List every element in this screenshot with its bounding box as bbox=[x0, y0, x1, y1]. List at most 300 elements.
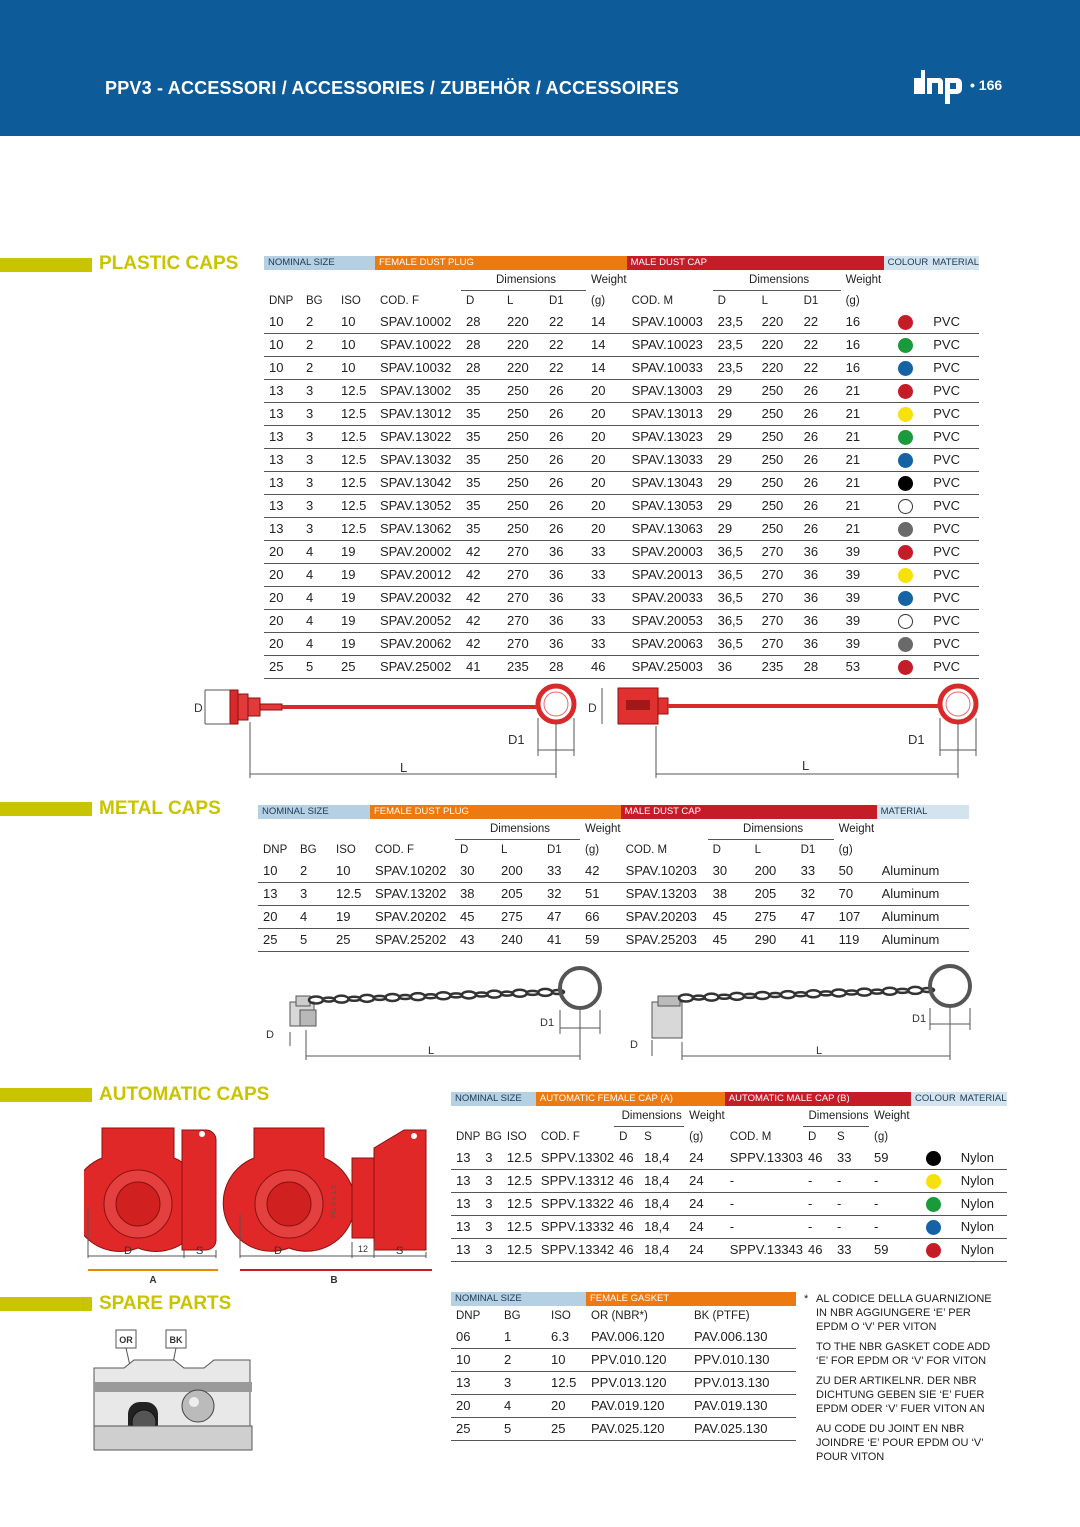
table-cell: 220 bbox=[502, 357, 544, 380]
group-automatic-male-cap: AUTOMATIC MALE CAP (B) bbox=[725, 1092, 911, 1106]
column-header: COD. F bbox=[380, 294, 419, 307]
table-cell: - bbox=[725, 1193, 803, 1216]
table-cell: 46 bbox=[614, 1170, 639, 1193]
table-cell: 12.5 bbox=[331, 883, 370, 906]
table-row bbox=[264, 380, 979, 403]
table-cell: 20 bbox=[586, 495, 627, 518]
weight-header: Weight bbox=[689, 1110, 725, 1123]
label-s: S bbox=[396, 1245, 404, 1257]
table-cell: 26 bbox=[544, 472, 586, 495]
table-cell: SPAV.10033 bbox=[627, 357, 713, 380]
column-header: ISO bbox=[551, 1310, 571, 1322]
table-cell: 250 bbox=[757, 518, 799, 541]
colour-swatch-cell bbox=[884, 426, 929, 449]
table-cell: 5 bbox=[295, 929, 331, 952]
table-cell: PVC bbox=[928, 357, 979, 380]
automatic-caps-drawing bbox=[84, 1118, 440, 1288]
table-cell: 70 bbox=[834, 883, 877, 906]
table-cell: 3 bbox=[301, 518, 336, 541]
table-cell: 22 bbox=[544, 334, 586, 357]
table-cell: 12.5 bbox=[336, 449, 375, 472]
colour-swatch-cell bbox=[884, 518, 929, 541]
table-cell: SPAV.13013 bbox=[627, 403, 713, 426]
column-header: (g) bbox=[591, 294, 606, 307]
table-cell: PVC bbox=[928, 334, 979, 357]
table-cell: 42 bbox=[461, 633, 502, 656]
group-automatic-female-cap: AUTOMATIC FEMALE CAP (A) bbox=[536, 1092, 725, 1106]
table-cell: 28 bbox=[461, 311, 502, 334]
section-title-metal: METAL CAPS bbox=[99, 798, 221, 819]
table-cell: PVC bbox=[928, 564, 979, 587]
table-cell: 235 bbox=[502, 656, 544, 679]
table-cell: 3 bbox=[480, 1216, 502, 1239]
label-d1: D1 bbox=[508, 732, 525, 747]
table-row bbox=[264, 541, 979, 564]
group-nominal-size: NOMINAL SIZE bbox=[451, 1292, 586, 1306]
table-cell: SPAV.13022 bbox=[375, 426, 461, 449]
page-number: • 166 bbox=[970, 77, 1003, 93]
table-row bbox=[264, 656, 979, 679]
colour-swatch bbox=[898, 476, 913, 491]
table-cell: 5 bbox=[301, 656, 336, 679]
table-cell: 270 bbox=[757, 587, 799, 610]
column-headers bbox=[264, 291, 979, 312]
table-cell: 25 bbox=[336, 656, 375, 679]
table-cell: - bbox=[832, 1170, 869, 1193]
colour-swatch-cell bbox=[884, 334, 929, 357]
column-header: DNP bbox=[456, 1310, 481, 1322]
table-cell: 12.5 bbox=[336, 403, 375, 426]
table-row bbox=[264, 449, 979, 472]
table-cell: 39 bbox=[841, 564, 884, 587]
table-row bbox=[451, 1372, 796, 1395]
table-row bbox=[451, 1170, 1007, 1193]
table-cell: 13 bbox=[264, 449, 301, 472]
table-cell: 30 bbox=[708, 860, 750, 883]
table-cell: 26 bbox=[799, 426, 841, 449]
table-cell: 46 bbox=[614, 1193, 639, 1216]
table-cell: 270 bbox=[757, 610, 799, 633]
table-cell: 12.5 bbox=[336, 472, 375, 495]
colour-swatch bbox=[898, 430, 913, 445]
table-cell: SPAV.20052 bbox=[375, 610, 461, 633]
column-header: L bbox=[507, 295, 514, 307]
label-d1: D1 bbox=[912, 1013, 927, 1025]
table-cell: 250 bbox=[502, 380, 544, 403]
weight-header: Weight bbox=[591, 274, 627, 287]
group-material: MATERIAL bbox=[928, 256, 979, 270]
table-cell: Nylon bbox=[956, 1239, 1007, 1262]
table-cell: - bbox=[803, 1170, 832, 1193]
table-cell: 42 bbox=[461, 541, 502, 564]
table-cell: SPAV.13012 bbox=[375, 403, 461, 426]
colour-swatch-cell bbox=[884, 380, 929, 403]
table-cell: 26 bbox=[544, 380, 586, 403]
table-cell: SPAV.13032 bbox=[375, 449, 461, 472]
table-row bbox=[451, 1349, 796, 1372]
table-cell: 250 bbox=[502, 449, 544, 472]
table-cell: 12.5 bbox=[502, 1239, 536, 1262]
table-cell: 2 bbox=[499, 1349, 546, 1372]
table-row bbox=[258, 883, 969, 906]
table-cell: 20 bbox=[264, 541, 301, 564]
table-cell: 26 bbox=[799, 518, 841, 541]
table-cell: 5 bbox=[499, 1418, 546, 1441]
group-male-dust-cap: MALE DUST CAP bbox=[621, 805, 877, 819]
table-cell: 33 bbox=[586, 610, 627, 633]
table-cell: 26 bbox=[544, 495, 586, 518]
table-cell: 42 bbox=[461, 564, 502, 587]
table-cell: 12.5 bbox=[502, 1193, 536, 1216]
table-cell: 26 bbox=[544, 426, 586, 449]
column-header: BG bbox=[306, 294, 323, 307]
table-cell: PVC bbox=[928, 633, 979, 656]
table-cell: 20 bbox=[586, 449, 627, 472]
table-cell: SPAV.20032 bbox=[375, 587, 461, 610]
table-cell: 53 bbox=[841, 656, 884, 679]
table-cell: 10 bbox=[336, 334, 375, 357]
table-cell: 19 bbox=[336, 633, 375, 656]
table-cell: 270 bbox=[502, 610, 544, 633]
table-cell: PAV.006.120 bbox=[586, 1326, 689, 1349]
column-header: DNP bbox=[263, 843, 288, 856]
table-cell: 23,5 bbox=[713, 311, 757, 334]
table-cell: 250 bbox=[502, 472, 544, 495]
label-b: B bbox=[330, 1275, 338, 1286]
table-cell: 4 bbox=[301, 610, 336, 633]
table-cell: 18,4 bbox=[639, 1193, 684, 1216]
column-header: (g) bbox=[838, 843, 853, 856]
table-cell: 26 bbox=[799, 495, 841, 518]
dnp-logo bbox=[912, 66, 966, 106]
colour-swatch-cell bbox=[911, 1170, 956, 1193]
table-row bbox=[264, 334, 979, 357]
colour-swatch bbox=[898, 315, 913, 330]
table-cell: - bbox=[832, 1216, 869, 1239]
table-cell: SPAV.20002 bbox=[375, 541, 461, 564]
table-cell: 36,5 bbox=[713, 610, 757, 633]
table-cell: SPAV.20062 bbox=[375, 633, 461, 656]
table-row bbox=[258, 906, 969, 929]
table-cell: 59 bbox=[580, 929, 621, 952]
section-title-plastic: PLASTIC CAPS bbox=[99, 253, 239, 274]
table-row bbox=[451, 1216, 1007, 1239]
table-cell: 107 bbox=[834, 906, 877, 929]
table-cell: 22 bbox=[544, 357, 586, 380]
table-cell: 43 bbox=[455, 929, 496, 952]
table-cell: 35 bbox=[461, 380, 502, 403]
group-nominal-size: NOMINAL SIZE bbox=[451, 1092, 536, 1106]
table-cell: PAV.025.130 bbox=[689, 1418, 796, 1441]
colour-swatch-cell bbox=[911, 1147, 956, 1170]
table-cell: 46 bbox=[586, 656, 627, 679]
table-cell: 10 bbox=[264, 311, 301, 334]
colour-swatch bbox=[898, 591, 913, 606]
table-cell: 33 bbox=[832, 1239, 869, 1262]
table-cell: 4 bbox=[301, 541, 336, 564]
table-cell: 2 bbox=[301, 357, 336, 380]
table-cell: SPAV.20013 bbox=[627, 564, 713, 587]
dimensions-header: Dimensions bbox=[614, 1106, 684, 1127]
table-cell: 51 bbox=[580, 883, 621, 906]
table-cell: SPAV.10003 bbox=[627, 311, 713, 334]
table-cell: 3 bbox=[301, 426, 336, 449]
table-cell: 19 bbox=[336, 541, 375, 564]
table-cell: SPAV.20003 bbox=[627, 541, 713, 564]
table-cell: 13 bbox=[451, 1239, 480, 1262]
table-cell: 14 bbox=[586, 357, 627, 380]
table-cell: 35 bbox=[461, 518, 502, 541]
table-cell: 35 bbox=[461, 426, 502, 449]
table-cell: 200 bbox=[496, 860, 542, 883]
table-cell: 42 bbox=[461, 587, 502, 610]
table-cell: 36 bbox=[799, 541, 841, 564]
colour-swatch bbox=[926, 1174, 941, 1189]
table-cell: 36,5 bbox=[713, 633, 757, 656]
table-cell: 25 bbox=[331, 929, 370, 952]
colour-swatch bbox=[926, 1220, 941, 1235]
table-cell: SPAV.25202 bbox=[370, 929, 455, 952]
table-cell: 39 bbox=[841, 633, 884, 656]
table-cell: 3 bbox=[301, 403, 336, 426]
table-cell: 275 bbox=[750, 906, 796, 929]
table-cell: SPAV.20033 bbox=[627, 587, 713, 610]
table-cell: 38 bbox=[455, 883, 496, 906]
table-cell: 25 bbox=[264, 656, 301, 679]
label-s: S bbox=[196, 1245, 204, 1257]
table-cell: 270 bbox=[502, 541, 544, 564]
dimensions-header: Dimensions bbox=[713, 270, 841, 291]
table-cell: 46 bbox=[803, 1239, 832, 1262]
table-cell: 3 bbox=[301, 495, 336, 518]
dimensions-header: Dimensions bbox=[461, 270, 586, 291]
table-cell: 24 bbox=[684, 1239, 725, 1262]
table-cell: 26 bbox=[544, 518, 586, 541]
table-cell: 12.5 bbox=[336, 426, 375, 449]
table-cell: PVC bbox=[928, 449, 979, 472]
column-header: D bbox=[460, 844, 469, 856]
table-cell: 240 bbox=[496, 929, 542, 952]
table-cell: 13 bbox=[451, 1147, 480, 1170]
column-header: ISO bbox=[336, 843, 356, 856]
column-header: D bbox=[717, 295, 726, 307]
table-cell: 32 bbox=[796, 883, 834, 906]
table-cell: 47 bbox=[542, 906, 580, 929]
column-header: COD. M bbox=[729, 1130, 772, 1143]
table-cell: 3 bbox=[295, 883, 331, 906]
table-cell: 3 bbox=[480, 1170, 502, 1193]
table-cell: SPAV.13003 bbox=[627, 380, 713, 403]
table-cell: 30 bbox=[455, 860, 496, 883]
table-cell: 36 bbox=[799, 610, 841, 633]
table-cell: 3 bbox=[480, 1147, 502, 1170]
table-cell: 35 bbox=[461, 495, 502, 518]
table-cell: 13 bbox=[451, 1372, 499, 1395]
colour-swatch-cell bbox=[884, 541, 929, 564]
table-cell: 3 bbox=[301, 449, 336, 472]
table-row bbox=[264, 403, 979, 426]
column-header: BG bbox=[485, 1130, 502, 1143]
table-cell: PPV.010.120 bbox=[586, 1349, 689, 1372]
table-cell: 38 bbox=[708, 883, 750, 906]
table-cell: 20 bbox=[264, 610, 301, 633]
table-cell: 47 bbox=[796, 906, 834, 929]
weight-header: Weight bbox=[585, 823, 621, 836]
table-cell: SPAV.10203 bbox=[621, 860, 708, 883]
table-cell: 20 bbox=[264, 564, 301, 587]
colour-swatch bbox=[898, 568, 913, 583]
table-cell: SPAV.25203 bbox=[621, 929, 708, 952]
dimensions-header: Dimensions bbox=[803, 1106, 869, 1127]
table-cell: SPAV.13043 bbox=[627, 472, 713, 495]
table-cell: 26 bbox=[799, 472, 841, 495]
colour-swatch-cell bbox=[884, 472, 929, 495]
label-d: D bbox=[588, 701, 597, 715]
table-cell: 220 bbox=[757, 357, 799, 380]
colour-swatch-cell bbox=[884, 610, 929, 633]
table-cell: 36 bbox=[544, 633, 586, 656]
table-cell: 13 bbox=[264, 495, 301, 518]
table-cell: 41 bbox=[542, 929, 580, 952]
column-header: L bbox=[754, 844, 761, 856]
table-cell: 45 bbox=[455, 906, 496, 929]
table-cell: 41 bbox=[796, 929, 834, 952]
table-cell: 18,4 bbox=[639, 1216, 684, 1239]
table-cell: 270 bbox=[502, 633, 544, 656]
table-cell: SPPV.13332 bbox=[536, 1216, 614, 1239]
table-cell: Nylon bbox=[956, 1216, 1007, 1239]
automatic-female-cap-drawing bbox=[84, 1128, 216, 1258]
table-cell: 3 bbox=[499, 1372, 546, 1395]
note-asterisk: * bbox=[804, 1293, 809, 1305]
female-metal-cap-drawing bbox=[290, 968, 600, 1060]
table-cell: 12.5 bbox=[546, 1372, 586, 1395]
table-cell: 10 bbox=[258, 860, 295, 883]
table-cell: 20 bbox=[586, 403, 627, 426]
table-cell: 20 bbox=[546, 1395, 586, 1418]
spare-parts-drawing bbox=[90, 1326, 256, 1454]
table-cell: 2 bbox=[295, 860, 331, 883]
group-nominal-size: NOMINAL SIZE bbox=[258, 805, 370, 819]
table-cell: 20 bbox=[586, 472, 627, 495]
colour-swatch bbox=[926, 1197, 941, 1212]
table-cell: 24 bbox=[684, 1170, 725, 1193]
table-cell: 13 bbox=[258, 883, 295, 906]
table-cell: 29 bbox=[713, 380, 757, 403]
table-cell: Nylon bbox=[956, 1170, 1007, 1193]
table-cell: 45 bbox=[708, 929, 750, 952]
table-cell: 4 bbox=[295, 906, 331, 929]
table-cell: 26 bbox=[799, 449, 841, 472]
table-cell: 29 bbox=[713, 403, 757, 426]
table-cell: 36 bbox=[544, 564, 586, 587]
label-thread: PG 9 x 1,5 bbox=[331, 1184, 338, 1218]
table-cell: 59 bbox=[869, 1147, 911, 1170]
table-cell: 13 bbox=[264, 403, 301, 426]
table-row bbox=[264, 495, 979, 518]
note-italian: AL CODICE DELLA GUARNIZIONE IN NBR AGGIUNGERE ‘E’ PER EPDM O ‘V’ PER VITON bbox=[816, 1293, 992, 1333]
table-cell: 3 bbox=[301, 472, 336, 495]
table-cell: - bbox=[803, 1193, 832, 1216]
colour-swatch bbox=[926, 1151, 941, 1166]
weight-header: Weight bbox=[838, 823, 875, 836]
section-title-spare: SPARE PARTS bbox=[99, 1293, 232, 1314]
table-cell: 41 bbox=[461, 656, 502, 679]
label-d: D bbox=[124, 1245, 132, 1257]
column-header: ISO bbox=[341, 294, 361, 307]
table-cell: 42 bbox=[461, 610, 502, 633]
table-cell: 28 bbox=[461, 357, 502, 380]
table-cell: 29 bbox=[713, 495, 757, 518]
table-cell: 16 bbox=[841, 311, 884, 334]
column-header: COD. F bbox=[375, 843, 414, 856]
table-cell: 14 bbox=[586, 334, 627, 357]
table-cell: 22 bbox=[799, 357, 841, 380]
colour-swatch-cell bbox=[884, 656, 929, 679]
table-cell: SPAV.13002 bbox=[375, 380, 461, 403]
table-cell: 21 bbox=[841, 495, 884, 518]
table-cell: 13 bbox=[264, 426, 301, 449]
group-nominal-size: NOMINAL SIZE bbox=[264, 256, 375, 270]
table-cell: 36 bbox=[799, 564, 841, 587]
table-cell: 10 bbox=[336, 357, 375, 380]
column-header: DNP bbox=[456, 1130, 481, 1143]
table-cell: SPAV.25003 bbox=[627, 656, 713, 679]
table-cell: 275 bbox=[496, 906, 542, 929]
table-cell: SPAV.10023 bbox=[627, 334, 713, 357]
table-cell: 39 bbox=[841, 610, 884, 633]
column-headers bbox=[451, 1127, 1007, 1148]
table-cell: - bbox=[725, 1170, 803, 1193]
table-cell: SPAV.25002 bbox=[375, 656, 461, 679]
plastic-caps-table bbox=[264, 256, 979, 679]
note-english: TO THE NBR GASKET CODE ADD ‘E’ FOR EPDM OR ‘V’ FOR VITON bbox=[816, 1341, 991, 1367]
table-cell: 36 bbox=[799, 633, 841, 656]
table-cell: PVC bbox=[928, 610, 979, 633]
table-cell: SPAV.10202 bbox=[370, 860, 455, 883]
table-cell: PAV.019.130 bbox=[689, 1395, 796, 1418]
table-cell: 250 bbox=[502, 403, 544, 426]
table-cell: 12.5 bbox=[502, 1147, 536, 1170]
table-cell: 12.5 bbox=[336, 518, 375, 541]
table-cell: 12.5 bbox=[336, 380, 375, 403]
colour-swatch-cell bbox=[884, 311, 929, 334]
section-bar-automatic bbox=[0, 1088, 92, 1102]
table-cell: 29 bbox=[713, 449, 757, 472]
table-cell: 4 bbox=[301, 633, 336, 656]
table-cell: 42 bbox=[580, 860, 621, 883]
table-cell: 36 bbox=[713, 656, 757, 679]
table-cell: 270 bbox=[757, 564, 799, 587]
table-cell: 36,5 bbox=[713, 564, 757, 587]
table-cell: SPPV.13343 bbox=[725, 1239, 803, 1262]
table-cell: 18,4 bbox=[639, 1170, 684, 1193]
table-cell: 19 bbox=[336, 587, 375, 610]
table-cell: SPAV.10002 bbox=[375, 311, 461, 334]
table-cell: SPAV.20012 bbox=[375, 564, 461, 587]
table-cell: 6.3 bbox=[546, 1326, 586, 1349]
table-cell: 270 bbox=[502, 564, 544, 587]
dimensions-header: Dimensions bbox=[708, 819, 834, 840]
table-cell: 33 bbox=[832, 1147, 869, 1170]
column-header: L bbox=[501, 844, 508, 856]
plastic-caps-drawing bbox=[190, 678, 990, 784]
table-cell: 28 bbox=[461, 334, 502, 357]
table-cell: 36 bbox=[544, 587, 586, 610]
table-cell: PPV.013.120 bbox=[586, 1372, 689, 1395]
table-cell: PPV.010.130 bbox=[689, 1349, 796, 1372]
table-cell: 220 bbox=[757, 311, 799, 334]
